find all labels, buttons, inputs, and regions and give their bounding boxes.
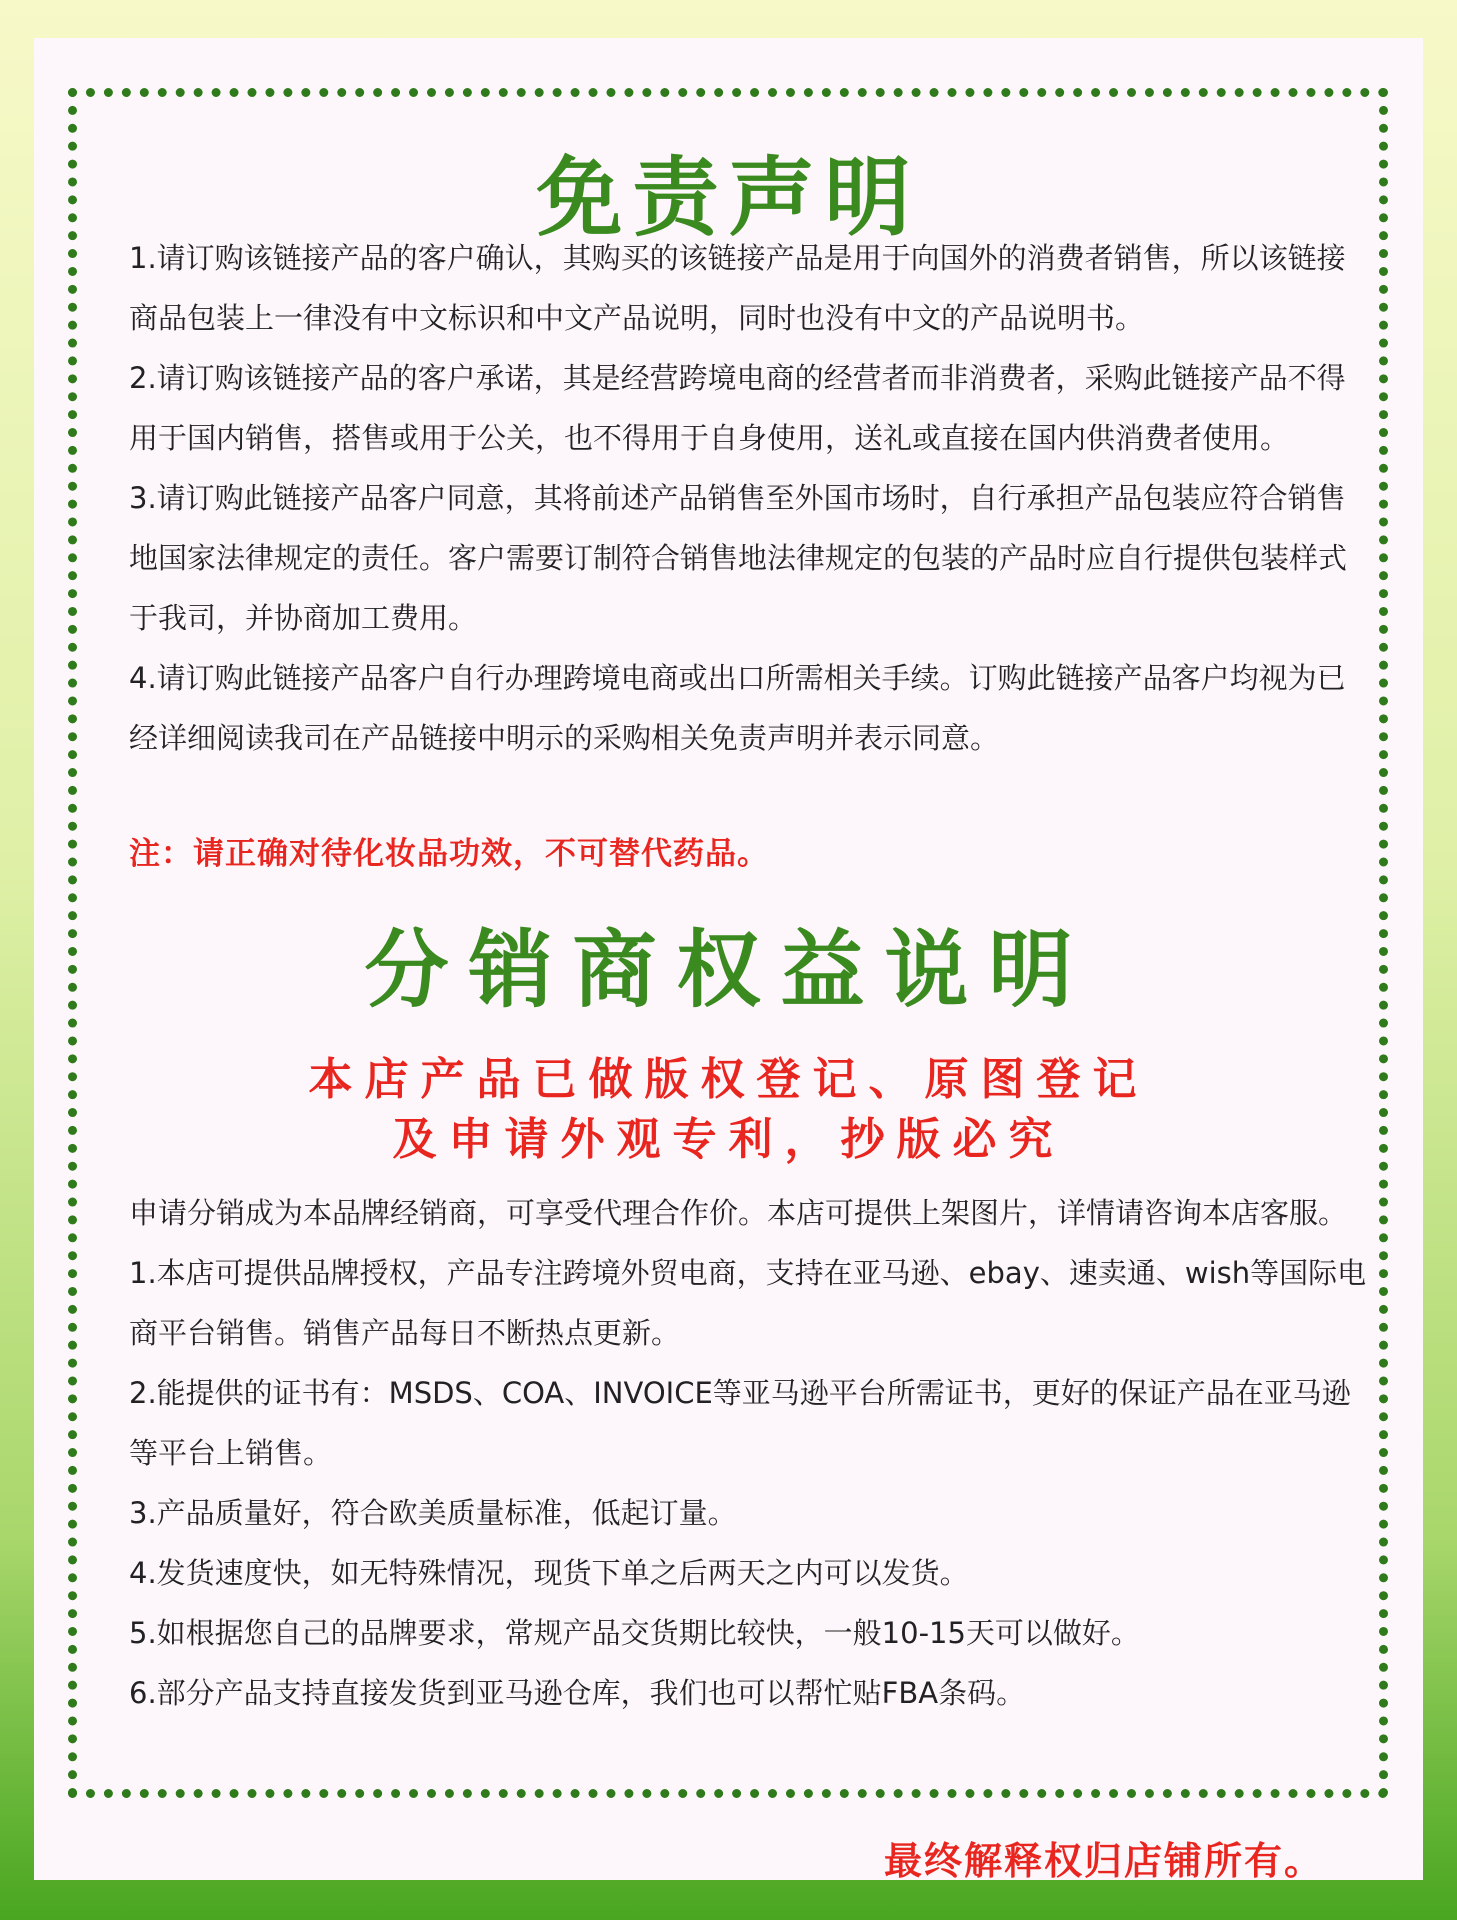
disclaimer-item-4: 4.请订购此链接产品客户自行办理跨境电商或出口所需相关手续。订购此链接产品客户均视为已经详细阅读我司在产品链接中明示的采购相关免责声明并表示同意。 [129,661,1346,755]
distributor-item-2: 2.能提供的证书有：MSDS、COA、INVOICE等亚马逊平台所需证书，更好的保证产品在亚马逊等平台上销售。 [129,1376,1351,1470]
distributor-item-3: 3.产品质量好，符合欧美质量标准，低起订量。 [129,1496,737,1530]
distributor-title: 分销商权益说明 [364,921,1093,1019]
distributor-item-6: 6.部分产品支持直接发货到亚马逊仓库，我们也可以帮忙贴FBA条码。 [129,1676,1026,1710]
distributor-list [129,1183,1369,1723]
disclaimer-note: 注：请正确对待化妆品功效，不可替代药品。 [129,836,769,872]
disclaimer-item-2: 2.请订购该链接产品的客户承诺，其是经营跨境电商的经营者而非消费者，采购此链接产品不得用于国内销售，搭售或用于公关，也不得用于自身使用，送礼或直接在国内供消费者使用。 [129,361,1346,455]
distributor-item-5: 5.如根据您自己的品牌要求，常规产品交货期比较快，一般10-15天可以做好。 [129,1616,1140,1650]
disclaimer-item-1: 1.请订购该链接产品的客户确认，其购买的该链接产品是用于向国外的消费者销售，所以该链接商品包装上一律没有中文标识和中文产品说明，同时也没有中文的产品说明书。 [129,241,1346,335]
final-interpretation-note: 最终解释权归店铺所有。 [884,1839,1325,1883]
distributor-item-1: 1.本店可提供品牌授权，产品专注跨境外贸电商，支持在亚马逊、ebay、速卖通、wish等国际电商平台销售。销售产品每日不断热点更新。 [129,1256,1367,1350]
distributor-intro: 申请分销成为本品牌经销商，可享受代理合作价。本店可提供上架图片，详情请咨询本店客服。 [129,1196,1348,1230]
disclaimer-item-3: 3.请订购此链接产品客户同意，其将前述产品销售至外国市场时，自行承担产品包装应符合销售地国家法律规定的责任。客户需要订制符合销售地法律规定的包装的产品时应自行提供包装样式于我司，并协商加工费用。 [129,481,1348,635]
poster-card [34,38,1423,1883]
disclaimer-title: 免责声明 [536,148,921,248]
copyright-notice-line-2: 及申请外观专利，抄版必究 [392,1114,1065,1165]
copyright-notice-line-1: 本店产品已做版权登记、原图登记 [308,1054,1149,1105]
disclaimer-list [129,228,1369,768]
distributor-item-4: 4.发货速度快，如无特殊情况，现货下单之后两天之内可以发货。 [129,1556,969,1590]
